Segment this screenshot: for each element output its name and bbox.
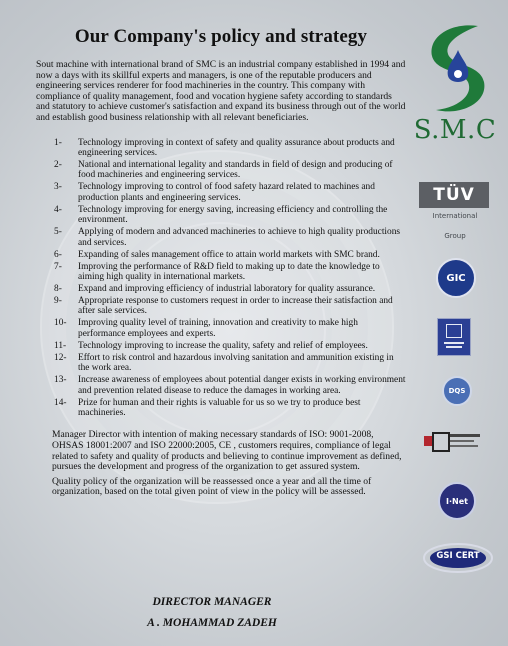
certification-badge-icon	[422, 430, 482, 452]
policy-item	[54, 284, 406, 294]
policy-item	[54, 318, 406, 339]
policy-item	[54, 262, 406, 283]
policy-text: Prize for human and their rights is valuable for us so we try to produce best machineries.	[78, 397, 361, 419]
smc-logo-icon	[422, 20, 494, 116]
policy-text: Applying of modern and advanced machineries to achieve to high quality productions and services.	[78, 227, 401, 248]
policy-text: National and international legality and standards in field of design and producing of food machineries and engineering services.	[78, 159, 393, 181]
smc-brand-text: S.M.C	[413, 115, 497, 145]
policy-number: 10-	[54, 318, 67, 329]
policy-text: Technology improving to control of food safety hazard related to machines and production plants and engineering services.	[78, 182, 375, 203]
policy-item	[54, 375, 406, 396]
policy-text: Appropriate response to customers request in order to increase their satisfaction and after sale services.	[78, 296, 393, 317]
signature-role: DIRECTOR MANAGER	[152, 596, 272, 608]
policy-text: Expand and improving efficiency of industrial laboratory for quality assurance.	[78, 284, 376, 294]
policy-number: 11-	[54, 340, 67, 351]
policy-text: Increase awareness of employees about potential danger exists in working environment and prevention related disease to reduce the damages in working area.	[78, 375, 406, 396]
policy-item	[54, 138, 406, 159]
policy-text: Improving the performance of R&D field to making up to date the knowledge to aiming high quality in international markets.	[78, 261, 380, 282]
policy-number: 1-	[54, 137, 62, 148]
policy-content	[36, 26, 406, 498]
policy-item	[54, 341, 406, 351]
dqs-seal-icon: DQS	[442, 376, 472, 406]
policy-text: Effort to risk control and hazardous involving sanitation and ammunition existing in the work area.	[78, 352, 394, 374]
policy-item	[54, 296, 406, 317]
policy-item	[54, 160, 406, 181]
policy-item	[54, 398, 406, 419]
policy-number: 2-	[54, 159, 62, 170]
page-title: Our Company's policy and strategy	[74, 26, 368, 47]
policy-item	[54, 250, 406, 260]
tuv-line1: International	[432, 212, 478, 220]
policy-number: 14-	[54, 397, 67, 408]
policy-text: Technology improving to increase the quality, safety and relief of employees.	[78, 340, 368, 351]
policy-number: 7-	[54, 261, 62, 272]
policy-number: 9-	[54, 296, 62, 306]
policy-number: 8-	[54, 284, 62, 294]
policy-number: 12-	[54, 352, 67, 363]
policy-item	[54, 353, 406, 374]
policy-number: 6-	[54, 249, 62, 260]
accreditation-seal-icon	[437, 318, 471, 356]
quality-policy-note: Quality policy of the organization will be reassessed once a year and all the time of organization, based on the total given point of view in the policy will be assessed.	[52, 475, 372, 498]
policy-number: 3-	[54, 182, 62, 193]
gsi-cert-text: GSI CERT	[436, 551, 480, 561]
manager-statement: Manager Director with intention of making necessary standards of ISO: 9001-2008, OHSAS 18001:2007 and ISO 22000:2005, CE , customers requires, compliance of legal related to safety and quality of products and believing to continue improvement as defined, pursues the development and progress of the organization to get assured system.	[52, 429, 402, 473]
policy-list	[36, 138, 406, 419]
tuv-logo-icon: TÜV	[419, 182, 489, 208]
policy-number: 5-	[54, 227, 62, 238]
policy-number: 4-	[54, 204, 62, 215]
policy-number: 13-	[54, 375, 67, 386]
policy-item	[54, 227, 406, 248]
policy-text: Technology improving in context of safety and quality assurance about products and engineering services.	[78, 137, 395, 158]
policy-text: Improving quality level of training, innovation and creativity to make high performance employees and experts.	[78, 318, 358, 339]
policy-text: Expanding of sales management office to attain world markets with SMC brand.	[78, 249, 380, 260]
intro-paragraph: Sout machine with international brand of SMC is an industrial company established in 1994 and now a days with its skillful experts and managers, is one of the reputable producers and engineering services renderer for food machineries in the country. This company with compliance of quality management, food and vocation hygiene safety according to standards and statutory to achieve customer's satisfaction and expand its business through out of the world and establish good business relationship with all relevant beneficiaries.	[36, 59, 406, 123]
gic-seal-icon: GIC	[436, 258, 476, 298]
iqnet-seal-icon: I·Net	[438, 482, 476, 520]
tuv-line2: Group	[444, 232, 466, 240]
policy-item	[54, 205, 406, 226]
policy-item	[54, 182, 406, 203]
policy-text: Technology improving for energy saving, increasing efficiency and controlling the environment.	[78, 204, 388, 226]
signature-name: A . MOHAMMAD ZADEH	[147, 617, 277, 629]
